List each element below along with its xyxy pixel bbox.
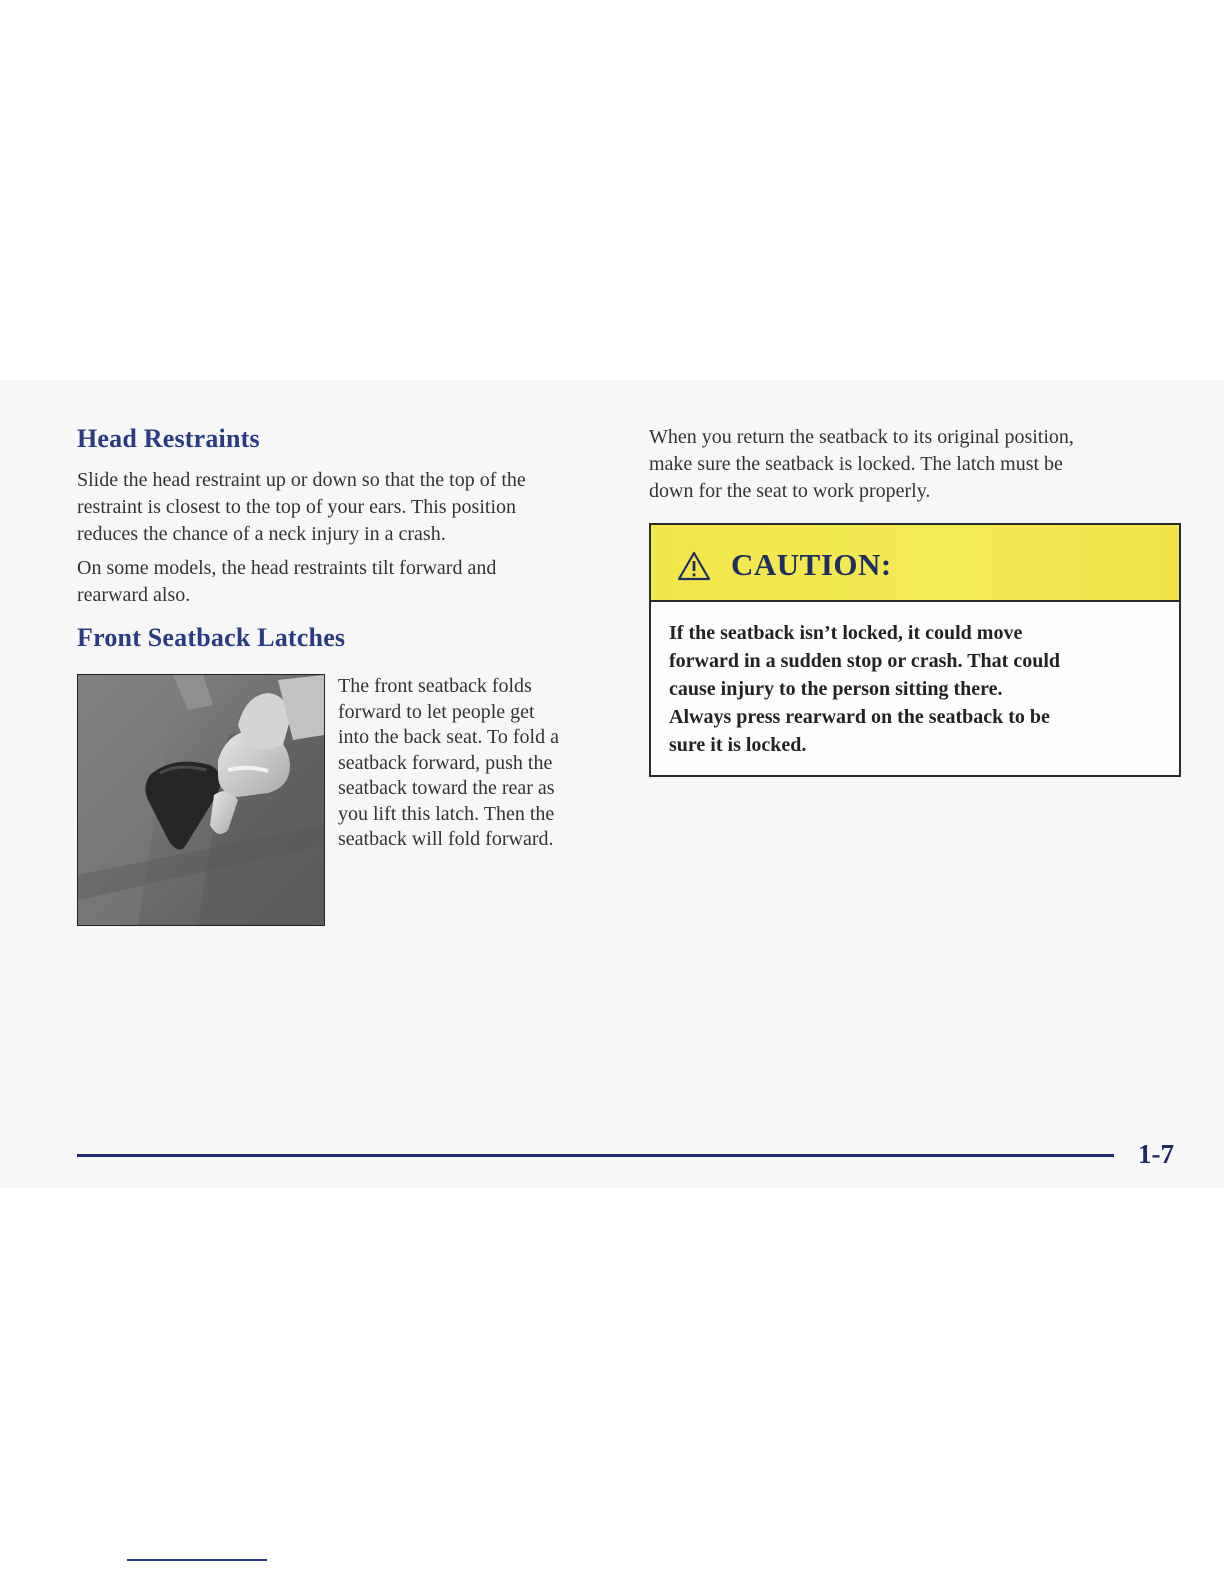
caution-text — [669, 619, 1163, 759]
latch-photo-illustration — [78, 675, 324, 925]
text-line: seatback toward the rear as — [338, 777, 555, 799]
text-line: reduces the chance of a neck injury in a crash. — [77, 523, 446, 545]
page-number: 1-7 — [1138, 1139, 1174, 1169]
text-line: The front seatback folds — [338, 675, 532, 697]
seatback-latch-photo — [77, 674, 325, 926]
warning-triangle-icon — [677, 551, 711, 581]
text-line: restraint is closest to the top of your ears. This position — [77, 496, 517, 518]
caution-box — [649, 523, 1181, 777]
caution-header — [651, 525, 1179, 602]
text-line: forward in a sudden stop or crash. That could — [669, 650, 1060, 672]
text-line: If the seatback isn’t locked, it could move — [669, 622, 1023, 644]
text-line: Slide the head restraint up or down so that the top of the — [77, 469, 526, 491]
front-seatback-latches-heading: Front Seatback Latches — [77, 623, 346, 652]
head-restraints-paragraph-1 — [77, 467, 526, 548]
head-restraints-heading: Head Restraints — [77, 424, 260, 453]
text-line: seatback will fold forward. — [338, 828, 554, 850]
text-line: seatback forward, push the — [338, 751, 553, 774]
text-line: forward to let people get — [338, 700, 535, 723]
seatback-latches-paragraph — [338, 674, 559, 853]
bottom-link-underline — [127, 1559, 267, 1561]
text-line: When you return the seatback to its original position, — [649, 426, 1074, 448]
text-line: On some models, the head restraints tilt forward and — [77, 557, 497, 579]
text-line: you lift this latch. Then the — [338, 802, 555, 825]
text-line: Always press rearward on the seatback to be — [669, 706, 1050, 728]
footer-rule — [77, 1154, 1114, 1157]
seatback-return-paragraph — [649, 424, 1074, 505]
text-line: down for the seat to work properly. — [649, 480, 931, 502]
text-line: rearward also. — [77, 584, 191, 606]
text-line: into the back seat. To fold a — [338, 726, 559, 748]
text-line: sure it is locked. — [669, 734, 807, 756]
head-restraints-paragraph-2 — [77, 555, 496, 609]
caution-title: CAUTION: — [731, 547, 892, 582]
text-line: make sure the seatback is locked. The latch must be — [649, 453, 1063, 475]
text-line: cause injury to the person sitting there. — [669, 678, 1003, 700]
